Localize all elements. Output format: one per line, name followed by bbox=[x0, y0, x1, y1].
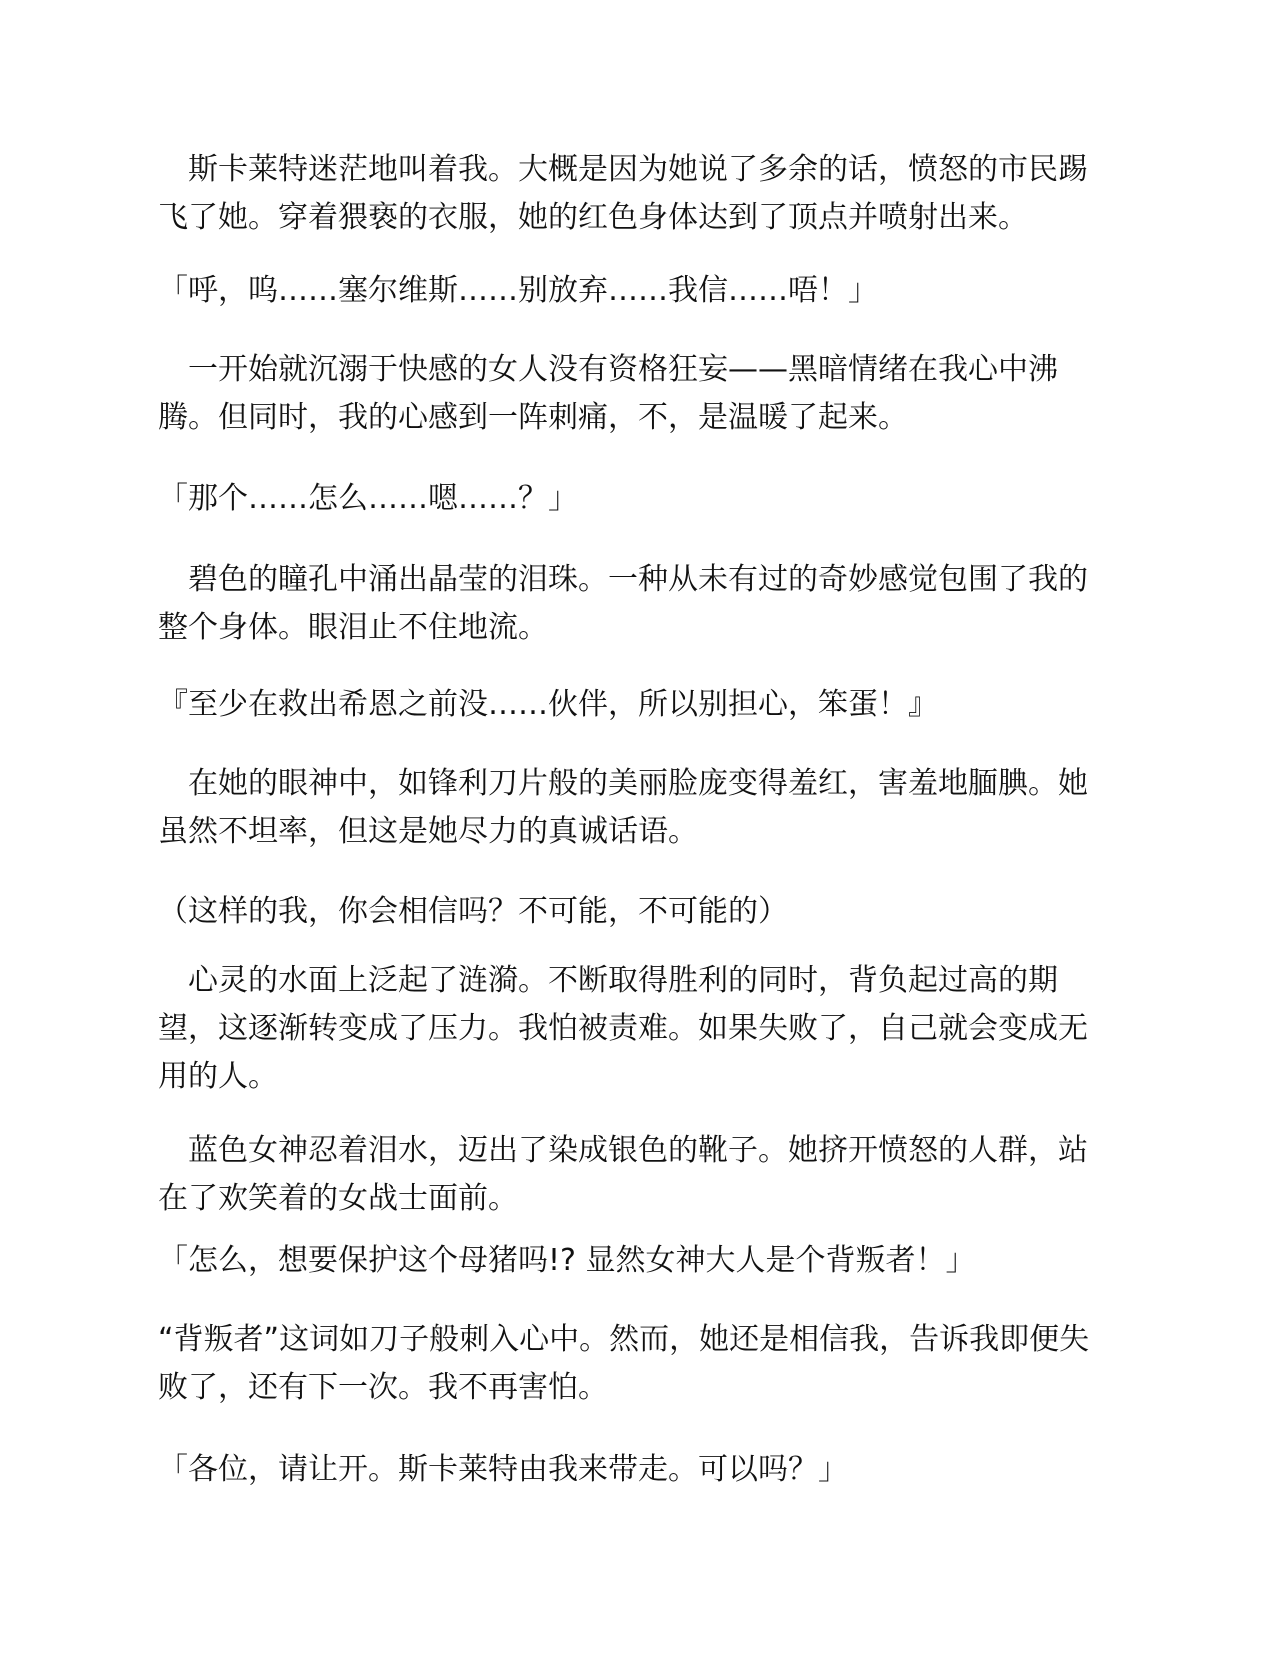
paragraph-dialogue-2: 「那个……怎么……嗯……？」 bbox=[158, 481, 578, 516]
paragraph-narration-6: 蓝色女神忍着泪水，迈出了染成银色的靴子。她挤开愤怒的人群，站在了欢笑着的女战士面前。 bbox=[158, 1133, 1088, 1216]
paragraph-narration-1: 斯卡莱特迷茫地叫着我。大概是因为她说了多余的话，愤怒的市民踢飞了她。穿着猥亵的衣服，她的红色身体达到了顶点并喷射出来。 bbox=[158, 152, 1088, 235]
paragraph-narration-5: 心灵的水面上泛起了涟漪。不断取得胜利的同时，背负起过高的期望，这逐渐转变成了压力。我怕被责难。如果失败了，自己就会变成无用的人。 bbox=[158, 963, 1088, 1094]
paragraph-dialogue-1: 「呼，呜……塞尔维斯……别放弃……我信……唔！」 bbox=[158, 273, 878, 308]
paragraph-narration-4: 在她的眼神中，如锋利刀片般的美丽脸庞变得羞红，害羞地腼腆。她虽然不坦率，但这是她尽力的真诚话语。 bbox=[158, 766, 1088, 849]
paragraph-thought-1: （这样的我，你会相信吗？不可能，不可能的） bbox=[158, 894, 788, 929]
paragraph-narration-7: “背叛者”这词如刀子般刺入心中。然而，她还是相信我，告诉我即便失败了，还有下一次。我不再害怕。 bbox=[158, 1322, 1090, 1405]
paragraph-dialogue-5: 「各位，请让开。斯卡莱特由我来带走。可以吗？」 bbox=[158, 1452, 848, 1487]
paragraph-dialogue-4: 「怎么，想要保护这个母猪吗!? 显然女神大人是个背叛者！」 bbox=[158, 1243, 976, 1278]
paragraph-narration-2: 一开始就沉溺于快感的女人没有资格狂妄——黑暗情绪在我心中沸腾。但同时，我的心感到一阵刺痛，不，是温暖了起来。 bbox=[158, 352, 1058, 435]
paragraph-dialogue-3: 『至少在救出希恩之前没……伙伴，所以别担心，笨蛋！』 bbox=[158, 687, 938, 722]
paragraph-narration-3: 碧色的瞳孔中涌出晶莹的泪珠。一种从未有过的奇妙感觉包围了我的整个身体。眼泪止不住地流。 bbox=[158, 562, 1088, 645]
